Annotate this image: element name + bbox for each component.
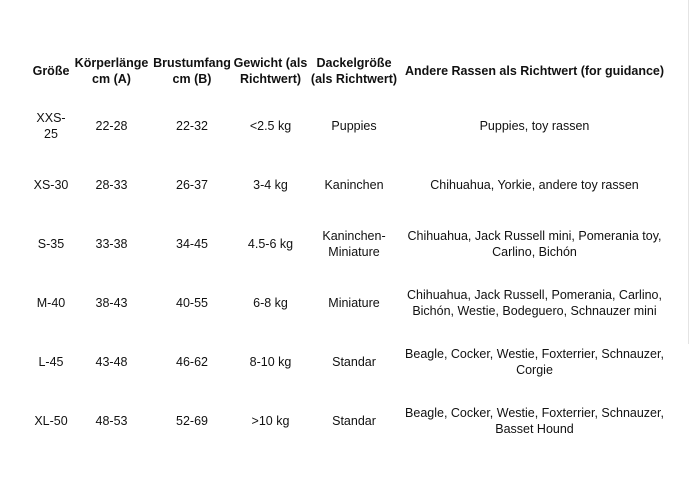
cell-body-length: 28-33 (95, 177, 128, 192)
table-row (30, 96, 669, 155)
header-weight: Gewicht (als Richtwert) (233, 56, 308, 86)
cell-chest-girth: 52-69 (176, 413, 208, 428)
cell-size: S-35 (37, 236, 65, 251)
cell-dachshund-size: Puppies (331, 118, 377, 133)
cell-size: XS-30 (33, 177, 69, 192)
header-size: Größe (32, 64, 70, 78)
cell-weight: 3-4 kg (253, 177, 288, 192)
header-body-length: Körperlänge cm (A) (74, 56, 149, 86)
cell-body-length: 48-53 (95, 413, 128, 428)
cell-dachshund-size: Standar (332, 354, 376, 369)
cell-chest-girth: 22-32 (176, 118, 208, 133)
cell-dachshund-size: Miniature (328, 295, 380, 310)
table-row (30, 391, 669, 450)
cell-dachshund-size: Kaninchen-Miniature (322, 228, 386, 259)
header-other-breeds: Andere Rassen als Richtwert (for guidance) (404, 64, 665, 78)
cell-weight: <2.5 kg (249, 118, 292, 133)
cell-weight: >10 kg (251, 413, 290, 428)
cell-other-breeds: Chihuahua, Yorkie, andere toy rassen (430, 177, 639, 192)
table-row (30, 332, 669, 391)
table-row (30, 273, 669, 332)
cell-size: L-45 (38, 354, 64, 369)
table-row (30, 155, 669, 214)
cell-size: M-40 (36, 295, 66, 310)
cell-body-length: 38-43 (95, 295, 128, 310)
cell-weight: 6-8 kg (253, 295, 288, 310)
cell-size: XL-50 (34, 413, 68, 428)
cell-other-breeds: Beagle, Cocker, Westie, Foxterrier, Schnauzer, Basset Hound (405, 405, 664, 436)
cell-weight: 4.5-6 kg (247, 236, 294, 251)
right-edge-rule (688, 0, 689, 344)
table-header-row (30, 46, 669, 96)
cell-other-breeds: Beagle, Cocker, Westie, Foxterrier, Schnauzer, Corgie (405, 346, 664, 377)
cell-other-breeds: Puppies, toy rassen (479, 118, 590, 133)
cell-chest-girth: 40-55 (176, 295, 208, 310)
size-chart-table (30, 46, 669, 450)
cell-other-breeds: Chihuahua, Jack Russell, Pomerania, Carlino, Bichón, Westie, Bodeguero, Schnauzer mini (407, 287, 662, 318)
cell-body-length: 33-38 (95, 236, 128, 251)
header-dachshund-size: Dackelgröße (als Richtwert) (310, 56, 398, 86)
cell-body-length: 43-48 (95, 354, 128, 369)
cell-chest-girth: 26-37 (176, 177, 208, 192)
table-row (30, 214, 669, 273)
cell-dachshund-size: Kaninchen (324, 177, 384, 192)
cell-chest-girth: 34-45 (176, 236, 208, 251)
header-chest-girth: Brustumfang cm (B) (153, 56, 231, 86)
cell-chest-girth: 46-62 (176, 354, 208, 369)
cell-weight: 8-10 kg (249, 354, 292, 369)
cell-size: XXS-25 (36, 110, 66, 141)
cell-dachshund-size: Standar (332, 413, 376, 428)
cell-body-length: 22-28 (95, 118, 128, 133)
cell-other-breeds: Chihuahua, Jack Russell mini, Pomerania toy, Carlino, Bichón (407, 228, 662, 259)
